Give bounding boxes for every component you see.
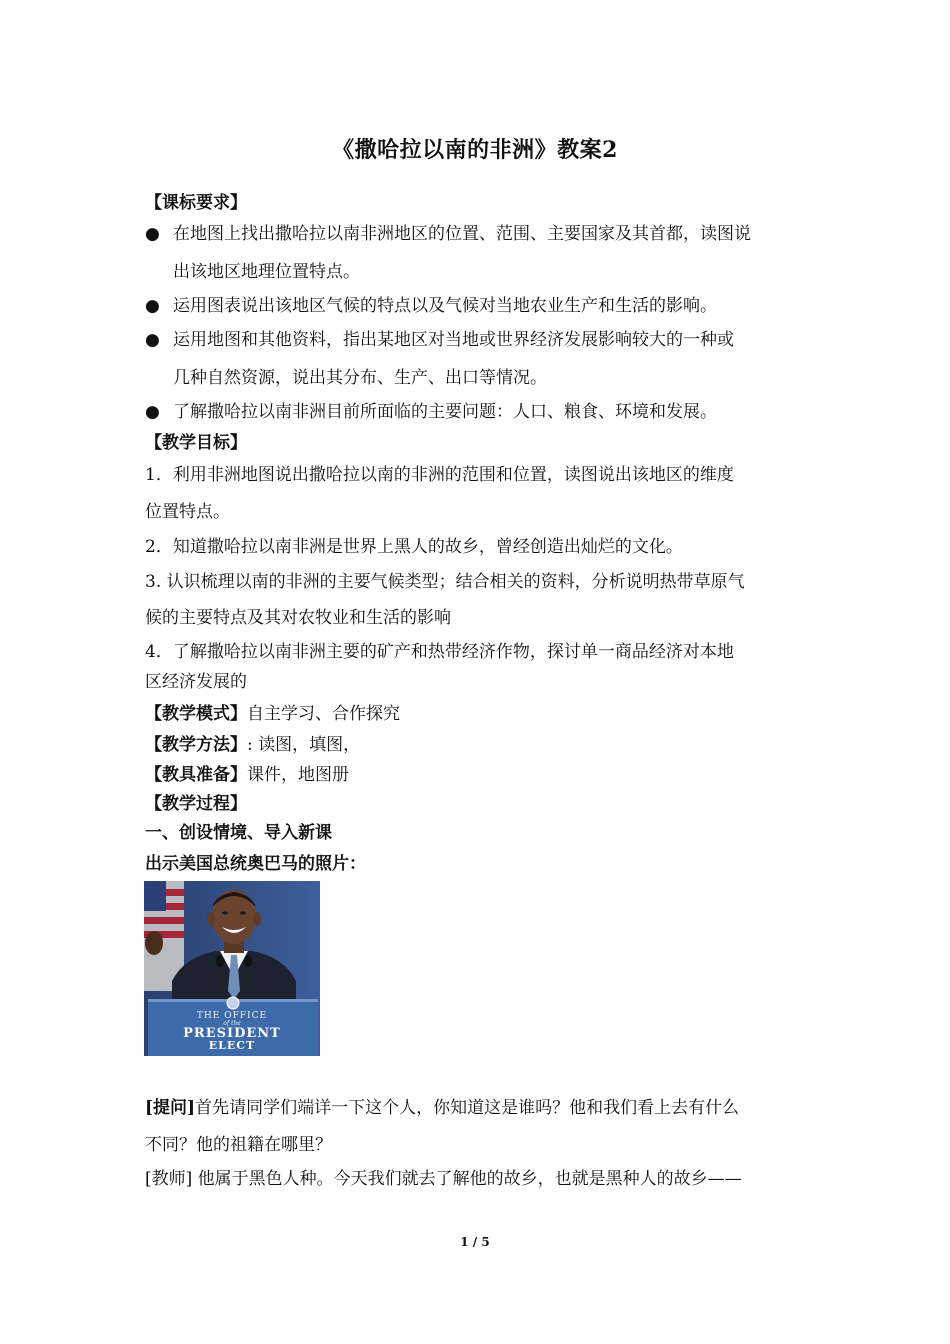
teaching-tools-label: 【教具准备】: [145, 765, 247, 785]
teaching-method-value: : 读图，填图，: [247, 735, 361, 755]
bullet-item: [145, 325, 734, 350]
goals-header: 【教学目标】: [145, 433, 247, 453]
bullet-text: 运用地图和其他资料，指出某地区对当地或世界经济发展影响较大的一种或: [173, 330, 734, 350]
goal-item: 2．知道撒哈拉以南非洲是世界上黑人的故乡，曾经创造出灿烂的文化。: [145, 537, 683, 557]
question-paragraph: [145, 1093, 739, 1118]
bullet-item: [145, 397, 717, 422]
teaching-method: [145, 730, 360, 755]
podium-text-elect: ELECT: [208, 1039, 256, 1052]
podium-text-small: of the: [223, 1020, 241, 1027]
process-header: 【教学过程】: [145, 794, 247, 814]
podium-text-top: THE OFFICE: [196, 1011, 268, 1021]
bullet-icon: ●: [145, 402, 160, 422]
bullet-text: 运用图表说出该地区气候的特点以及气候对当地农业生产和生活的影响。: [173, 296, 717, 316]
question-label: [提问]: [145, 1098, 196, 1118]
teaching-mode-value: 自主学习、合作探究: [247, 704, 400, 724]
step-subheading: 出示美国总统奥巴马的照片：: [145, 854, 366, 874]
teaching-mode: [145, 699, 400, 724]
goal-item-cont: 位置特点。: [145, 502, 230, 522]
page-number: 1 / 5: [460, 1235, 490, 1249]
goal-item-cont: 区经济发展的: [145, 672, 247, 692]
curriculum-header: 【课标要求】: [145, 193, 247, 213]
bullet-icon: ●: [145, 330, 160, 350]
question-text-cont: 不同？他的祖籍在哪里？: [145, 1135, 332, 1155]
obama-photo: [144, 881, 320, 1056]
bullet-text: 了解撒哈拉以南非洲目前所面临的主要问题：人口、粮食、环境和发展。: [173, 402, 717, 422]
bullet-item: [145, 219, 751, 244]
bullet-text-cont: 出该地区地理位置特点。: [173, 262, 360, 282]
goal-item-cont: 候的主要特点及其对农牧业和生活的影响: [145, 608, 451, 628]
goal-item: 3. 认识梳理以南的非洲的主要气候类型；结合相关的资料，分析说明热带草原气: [145, 572, 745, 592]
teaching-mode-label: 【教学模式】: [145, 704, 247, 724]
teaching-tools: [145, 760, 349, 785]
step-heading: 一、创设情境、导入新课: [145, 823, 332, 843]
goal-item: 4．了解撒哈拉以南非洲主要的矿产和热带经济作物，探讨单一商品经济对本地: [145, 642, 734, 662]
bullet-text-cont: 几种自然资源，说出其分布、生产、出口等情况。: [173, 368, 547, 388]
question-text: 首先请同学们端详一下这个人，你知道这是谁吗？他和我们看上去有什么: [195, 1098, 740, 1118]
goal-item: 1．利用非洲地图说出撒哈拉以南的非洲的范围和位置，读图说出该地区的维度: [145, 465, 734, 485]
teacher-paragraph: [教师] 他属于黑色人种。今天我们就去了解他的故乡，也就是黑种人的故乡——: [145, 1169, 742, 1189]
bullet-icon: ●: [145, 224, 160, 244]
document-title: 《撒哈拉以南的非洲》教案2: [332, 137, 618, 163]
teaching-tools-value: 课件，地图册: [247, 765, 349, 785]
teaching-method-label: 【教学方法】: [145, 735, 247, 755]
bullet-item: [145, 291, 717, 316]
bullet-text: 在地图上找出撒哈拉以南非洲地区的位置、范围、主要国家及其首都，读图说: [173, 224, 751, 244]
bullet-icon: ●: [145, 296, 160, 316]
podium-text-main: PRESIDENT: [183, 1026, 281, 1041]
